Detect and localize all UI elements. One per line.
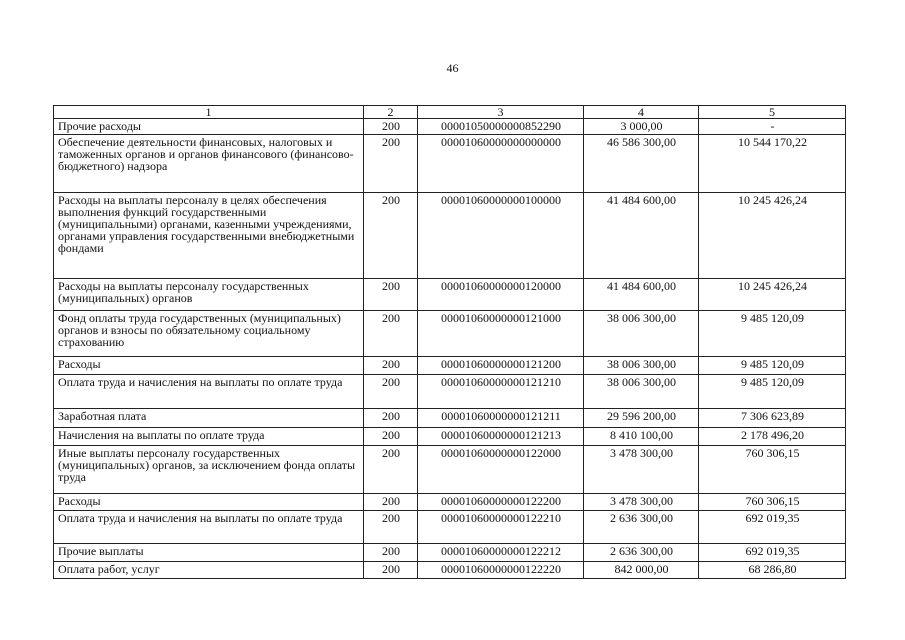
row-executed-amount-cell: 692 019,35 [699,511,846,544]
row-classification-code-cell: 00001050000000852290 [418,119,584,135]
row-approved-amount-cell: 8 410 100,00 [584,428,699,446]
row-name-cell: Расходы на выплаты персоналу в целях обеспечения выполнения функций государственными (муниципальными) органами, казенными учреждениями, органами управления государственными внебюджетными фондами [54,193,364,279]
table-row [54,446,846,494]
row-code-cell: 200 [364,357,418,375]
row-name-cell: Расходы [54,357,364,375]
row-classification-code-cell: 00001060000000122000 [418,446,584,494]
table-row [54,193,846,279]
row-executed-amount-cell: 9 485 120,09 [699,375,846,409]
row-classification-code-cell: 00001060000000122200 [418,494,584,511]
row-name-cell: Оплата труда и начисления на выплаты по оплате труда [54,511,364,544]
row-name-cell: Фонд оплаты труда государственных (муниципальных) органов и взносы по обязательному социальному страхованию [54,311,364,357]
row-code-cell: 200 [364,494,418,511]
row-code-cell: 200 [364,193,418,279]
row-approved-amount-cell: 41 484 600,00 [584,193,699,279]
row-name-cell: Начисления на выплаты по оплате труда [54,428,364,446]
table-row [54,511,846,544]
table-row [54,119,846,135]
row-approved-amount-cell: 38 006 300,00 [584,357,699,375]
row-approved-amount-cell: 3 478 300,00 [584,446,699,494]
row-executed-amount-cell: 10 245 426,24 [699,279,846,311]
row-code-cell: 200 [364,409,418,428]
row-classification-code-cell: 00001060000000100000 [418,193,584,279]
header-cell-2: 2 [364,106,418,119]
table-row [54,562,846,579]
header-cell-5: 5 [699,106,846,119]
row-approved-amount-cell: 3 000,00 [584,119,699,135]
row-executed-amount-cell: 10 544 170,22 [699,135,846,193]
table-row [54,494,846,511]
header-cell-1: 1 [54,106,364,119]
row-name-cell: Заработная плата [54,409,364,428]
table-row [54,375,846,409]
header-cell-4: 4 [584,106,699,119]
row-code-cell: 200 [364,428,418,446]
row-executed-amount-cell: 10 245 426,24 [699,193,846,279]
row-approved-amount-cell: 3 478 300,00 [584,494,699,511]
row-classification-code-cell: 00001060000000120000 [418,279,584,311]
table-row [54,544,846,562]
row-code-cell: 200 [364,279,418,311]
row-approved-amount-cell: 842 000,00 [584,562,699,579]
row-name-cell: Прочие расходы [54,119,364,135]
table-row [54,279,846,311]
row-code-cell: 200 [364,311,418,357]
row-classification-code-cell: 00001060000000121200 [418,357,584,375]
row-approved-amount-cell: 46 586 300,00 [584,135,699,193]
row-classification-code-cell: 00001060000000121210 [418,375,584,409]
row-executed-amount-cell: 9 485 120,09 [699,311,846,357]
row-name-cell: Оплата труда и начисления на выплаты по оплате труда [54,375,364,409]
row-code-cell: 200 [364,135,418,193]
row-code-cell: 200 [364,119,418,135]
budget-execution-table [53,105,846,579]
header-cell-3: 3 [418,106,584,119]
row-name-cell: Прочие выплаты [54,544,364,562]
row-name-cell: Расходы [54,494,364,511]
row-executed-amount-cell: 760 306,15 [699,446,846,494]
row-classification-code-cell: 00001060000000122210 [418,511,584,544]
row-executed-amount-cell: 2 178 496,20 [699,428,846,446]
row-code-cell: 200 [364,511,418,544]
row-approved-amount-cell: 38 006 300,00 [584,311,699,357]
row-classification-code-cell: 00001060000000121000 [418,311,584,357]
row-code-cell: 200 [364,375,418,409]
table-row [54,357,846,375]
table-row [54,409,846,428]
row-name-cell: Расходы на выплаты персоналу государственных (муниципальных) органов [54,279,364,311]
row-approved-amount-cell: 41 484 600,00 [584,279,699,311]
row-classification-code-cell: 00001060000000122212 [418,544,584,562]
row-code-cell: 200 [364,562,418,579]
row-classification-code-cell: 00001060000000122220 [418,562,584,579]
row-classification-code-cell: 00001060000000121211 [418,409,584,428]
row-classification-code-cell: 00001060000000121213 [418,428,584,446]
row-approved-amount-cell: 29 596 200,00 [584,409,699,428]
row-approved-amount-cell: 2 636 300,00 [584,511,699,544]
header-row [54,106,846,119]
row-approved-amount-cell: 2 636 300,00 [584,544,699,562]
row-executed-amount-cell: 7 306 623,89 [699,409,846,428]
row-executed-amount-cell: 760 306,15 [699,494,846,511]
table-header [54,106,846,119]
row-classification-code-cell: 00001060000000000000 [418,135,584,193]
row-name-cell: Иные выплаты персоналу государственных (муниципальных) органов, за исключением фонда оплаты труда [54,446,364,494]
row-approved-amount-cell: 38 006 300,00 [584,375,699,409]
table-row [54,428,846,446]
row-executed-amount-cell: 692 019,35 [699,544,846,562]
table-row [54,135,846,193]
row-executed-amount-cell: 9 485 120,09 [699,357,846,375]
table-body [54,119,846,579]
row-code-cell: 200 [364,544,418,562]
row-executed-amount-cell: 68 286,80 [699,562,846,579]
table-row [54,311,846,357]
row-executed-amount-cell: - [699,119,846,135]
row-name-cell: Обеспечение деятельности финансовых, налоговых и таможенных органов и органов финансового (финансово-бюджетного) надзора [54,135,364,193]
row-name-cell: Оплата работ, услуг [54,562,364,579]
row-code-cell: 200 [364,446,418,494]
page-number: 46 [446,61,459,75]
